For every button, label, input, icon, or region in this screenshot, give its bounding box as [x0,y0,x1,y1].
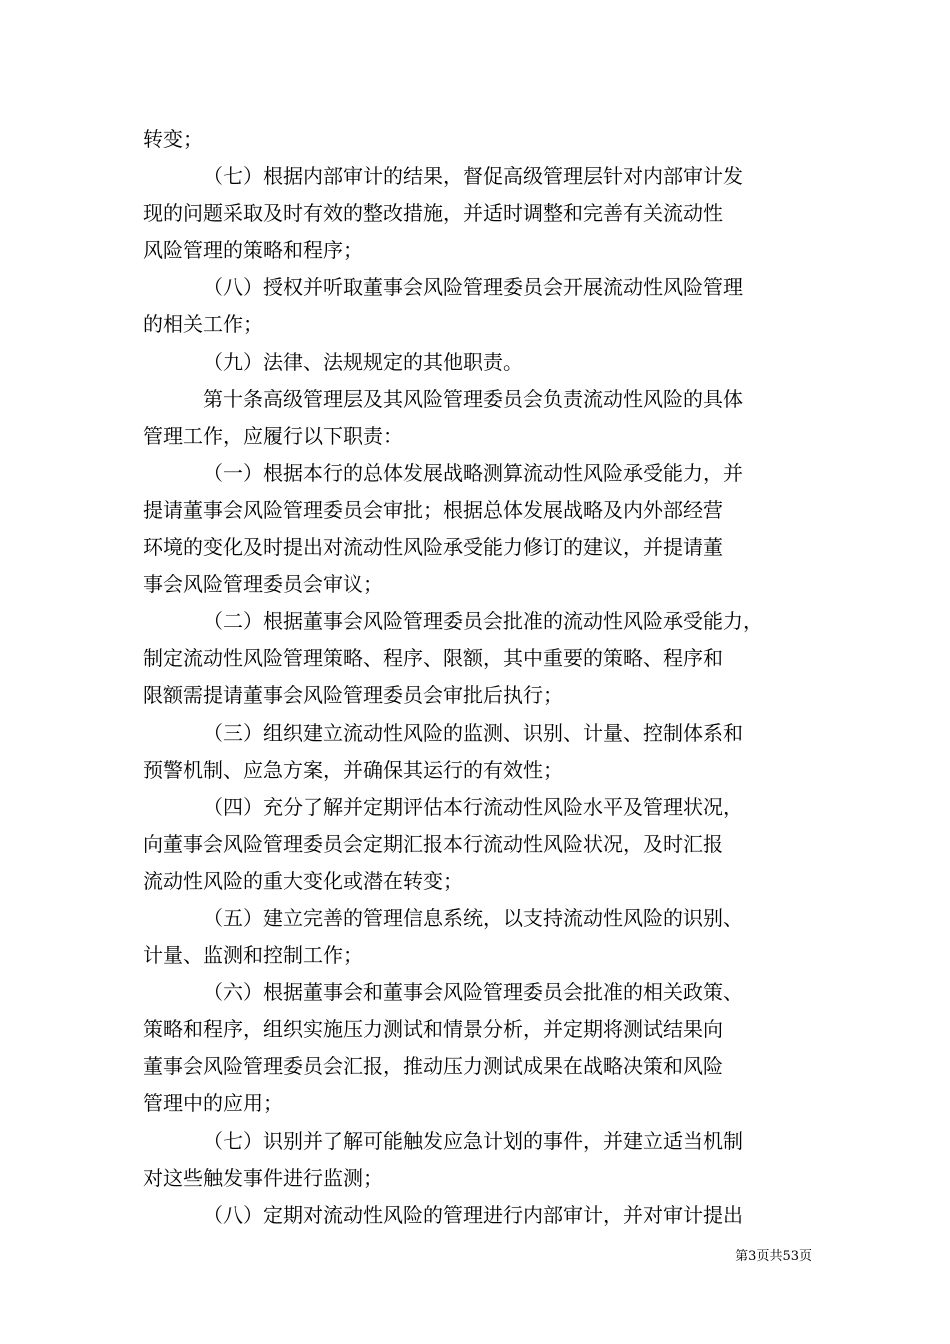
text-line: （一）根据本行的总体发展战略测算流动性风险承受能力，并 [203,460,743,485]
text-line: 现的问题采取及时有效的整改措施，并适时调整和完善有关流动性 [143,201,723,226]
text-line: 事会风险管理委员会审议； [143,572,383,597]
text-line: （七）识别并了解可能触发应急计划的事件，并建立适当机制 [203,1128,743,1153]
text-line: 环境的变化及时提出对流动性风险承受能力修订的建议，并提请董 [143,535,723,560]
text-line: 管理中的应用； [143,1091,283,1116]
document-body [143,121,813,1234]
text-line: 制定流动性风险管理策略、程序、限额，其中重要的策略、程序和 [143,646,723,671]
text-line: （八）授权并听取董事会风险管理委员会开展流动性风险管理 [203,275,743,300]
text-line: 策略和程序，组织实施压力测试和情景分析，并定期将测试结果向 [143,1017,723,1042]
text-line: 转变； [143,127,203,151]
text-line: 流动性风险的重大变化或潜在转变； [143,868,463,893]
text-line: 风险管理的策略和程序； [143,238,363,263]
text-line: （五）建立完善的管理信息系统，以支持流动性风险的识别、 [203,905,743,930]
text-line: （六）根据董事会和董事会风险管理委员会批准的相关政策、 [203,980,743,1005]
text-line: （七）根据内部审计的结果，督促高级管理层针对内部审计发 [203,164,743,189]
text-line: （九）法律、法规规定的其他职责。 [203,349,523,374]
text-line: 向董事会风险管理委员会定期汇报本行流动性风险状况，及时汇报 [143,831,723,856]
text-line: 第十条高级管理层及其风险管理委员会负责流动性风险的具体 [203,386,743,411]
text-line: （八）定期对流动性风险的管理进行内部审计，并对审计提出 [203,1202,743,1227]
text-line: 限额需提请董事会风险管理委员会审批后执行； [143,683,563,708]
text-line: 董事会风险管理委员会汇报，推动压力测试成果在战略决策和风险 [143,1054,723,1079]
text-line: 提请董事会风险管理委员会审批；根据总体发展战略及内外部经营 [143,497,723,522]
text-line: 管理工作，应履行以下职责： [143,423,403,448]
text-line: 的相关工作； [143,312,263,337]
page-number: 第3页共53页 [735,1249,812,1264]
text-line: 计量、监测和控制工作； [143,943,363,968]
text-line: （二）根据董事会风险管理委员会批准的流动性风险承受能力， [203,609,763,634]
text-line: 预警机制、应急方案，并确保其运行的有效性； [143,757,563,782]
text-line: （四）充分了解并定期评估本行流动性风险水平及管理状况， [203,794,743,819]
text-line: （三）组织建立流动性风险的监测、识别、计量、控制体系和 [203,720,743,745]
text-line: 对这些触发事件进行监测； [143,1165,383,1190]
